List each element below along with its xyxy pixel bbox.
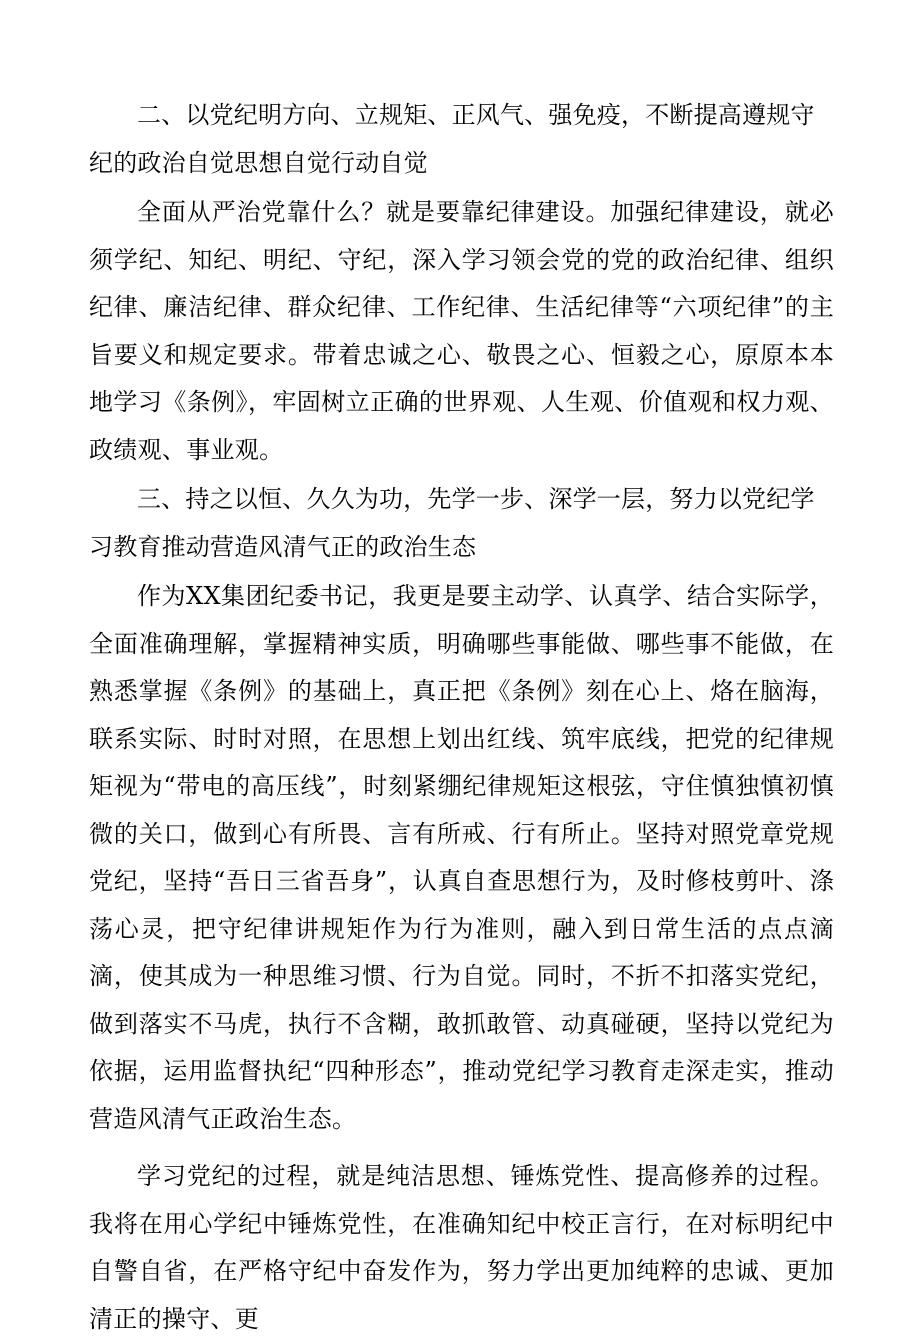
- paragraph-discipline-building: 全面从严治党靠什么？就是要靠纪律建设。加强纪律建设，就必须学纪、知纪、明纪、守纪，深入学习领会党的党的政治纪律、组织纪律、廉洁纪律、群众纪律、工作纪律、生活纪律等“六项纪律”的主旨要义和规定要求。带着忠诚之心、敬畏之心、恒毅之心，原原本本地学习《条例》，牢固树立正确的世界观、人生观、价值观和权力观、政绩观、事业观。: [89, 198, 834, 464]
- section-heading-3: 三、持之以恒、久久为功，先学一步、深学一层，努力以党纪学习教育推动营造风清气正的政治生态: [89, 485, 815, 561]
- paragraph-learning-process: 学习党纪的过程，就是纯洁思想、锤炼党性、提高修养的过程。我将在用心学纪中锤炼党性，在准确知纪中校正言行，在对标明纪中自警自省，在严格守纪中奋发作为，努力学出更加纯粹的忠诚、更加清正的操守、更: [89, 1162, 834, 1333]
- section-heading-2: 二、以党纪明方向、立规矩、正风气、强免疫，不断提高遵规守纪的政治自觉思想自觉行动自觉: [89, 101, 815, 177]
- paragraph-secretary-commitment: 作为XX集团纪委书记，我更是要主动学、认真学、结合实际学，全面准确理解，掌握精神实质，明确哪些事能做、哪些事不能做，在熟悉掌握《条例》的基础上，真正把《条例》刻在心上、烙在脑海，联系实际、时时对照，在思想上划出红线、筑牢底线，把党的纪律规矩视为“带电的高压线”，时刻紧绷纪律规矩这根弦，守住慎独慎初慎微的关口，做到心有所畏、言有所戒、行有所止。坚持对照党章党规党纪，坚持“吾日三省吾身”，认真自查思想行为，及时修枝剪叶、涤荡心灵，把守纪律讲规矩作为行为准则，融入到日常生活的点点滴滴，使其成为一种思维习惯、行为自觉。同时，不折不扣落实党纪，做到落实不马虎，执行不含糊，敢抓敢管、动真碰硬，坚持以党纪为依据，运用监督执纪“四种形态”，推动党纪学习教育走深走实，推动营造风清气正政治生态。: [89, 582, 834, 1133]
- document-body: [89, 92, 834, 1343]
